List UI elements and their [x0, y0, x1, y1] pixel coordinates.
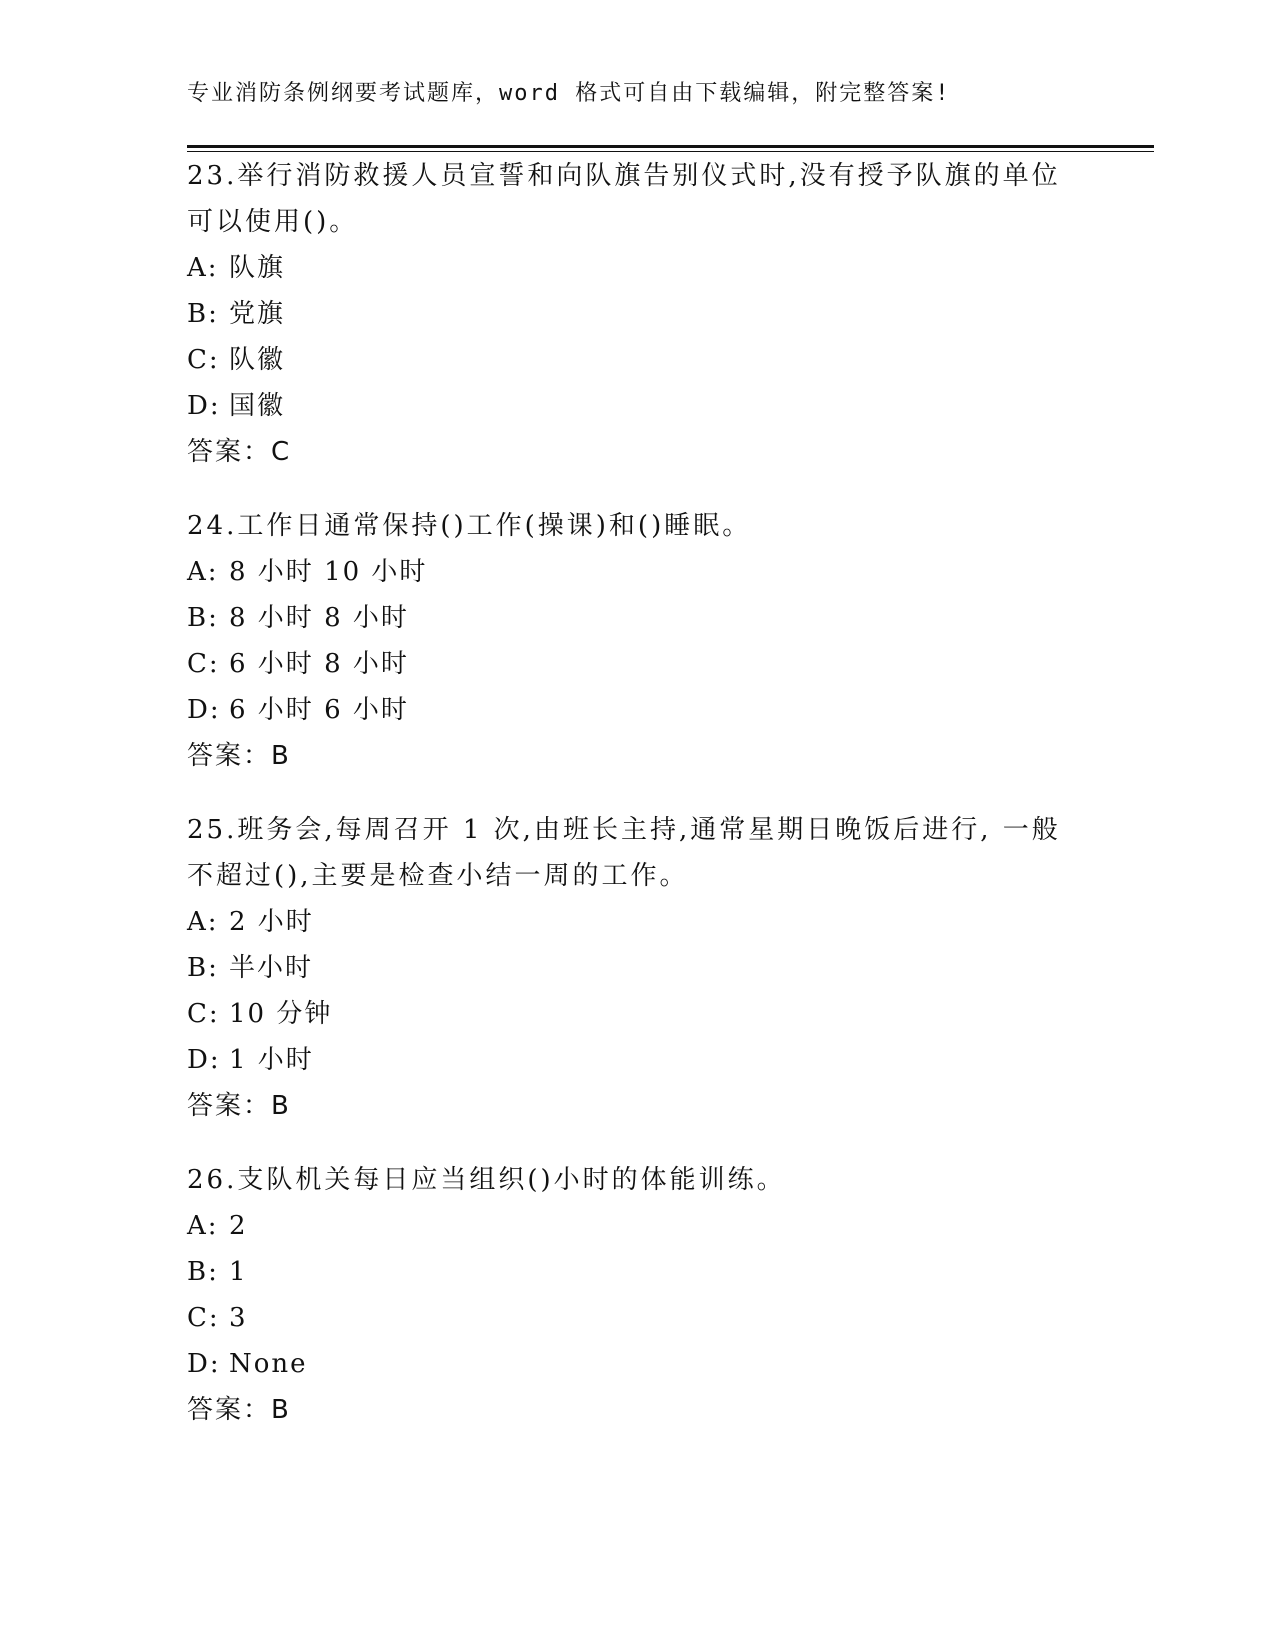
page-header: 专业消防条例纲要考试题库，word 格式可自由下载编辑，附完整答案!	[187, 81, 951, 106]
option-text: 8 小时 10 小时	[229, 557, 428, 587]
option-d	[187, 687, 1087, 733]
option-key: C:	[187, 999, 220, 1029]
option-key: A:	[187, 907, 219, 937]
option-d	[187, 1037, 1087, 1083]
option-c	[187, 991, 1087, 1037]
answer-line: 答案：C	[187, 437, 292, 467]
option-key: A:	[187, 1211, 219, 1241]
question-26	[187, 1157, 1087, 1433]
option-text: 10 分钟	[229, 999, 333, 1029]
option-b	[187, 945, 1087, 991]
option-a	[187, 245, 1087, 291]
option-key: C:	[187, 649, 220, 679]
option-c	[187, 1295, 1087, 1341]
option-text: 队旗	[229, 253, 286, 283]
option-text: 8 小时 8 小时	[229, 603, 409, 633]
option-key: C:	[187, 345, 220, 375]
question-24	[187, 503, 1087, 779]
option-key: B:	[187, 1257, 219, 1287]
option-text: 1 小时	[229, 1045, 314, 1075]
option-key: B:	[187, 603, 219, 633]
option-c	[187, 337, 1087, 383]
option-d	[187, 383, 1087, 429]
question-stem: 24.工作日通常保持()工作(操课)和()睡眠。	[187, 511, 752, 541]
option-key: A:	[187, 557, 219, 587]
option-a	[187, 549, 1087, 595]
option-b	[187, 1249, 1087, 1295]
option-key: B:	[187, 953, 219, 983]
option-text: 国徽	[229, 391, 286, 421]
question-23	[187, 153, 1087, 475]
option-c	[187, 641, 1087, 687]
option-text: 6 小时 6 小时	[229, 695, 409, 725]
option-text: 半小时	[229, 953, 314, 983]
question-stem: 25.班务会,每周召开 1 次,由班长主持,通常星期日晚饭后进行, 一般不超过(),主要是检查小结一周的工作。	[187, 815, 1061, 891]
option-d	[187, 1341, 1087, 1387]
option-key: C:	[187, 1303, 220, 1333]
header-rule-thin	[187, 151, 1154, 152]
option-key: D:	[187, 1349, 221, 1379]
option-text: 2	[229, 1211, 248, 1241]
option-b	[187, 291, 1087, 337]
question-stem: 23.举行消防救援人员宣誓和向队旗告别仪式时,没有授予队旗的单位可以使用()。	[187, 161, 1061, 237]
answer-line: 答案：B	[187, 1091, 291, 1121]
header-rule-thick	[187, 145, 1154, 148]
option-a	[187, 1203, 1087, 1249]
option-text: 2 小时	[229, 907, 314, 937]
option-b	[187, 595, 1087, 641]
option-key: B:	[187, 299, 219, 329]
option-key: D:	[187, 1045, 221, 1075]
option-text: 队徽	[229, 345, 286, 375]
answer-line: 答案：B	[187, 741, 291, 771]
option-key: A:	[187, 253, 219, 283]
option-a	[187, 899, 1087, 945]
question-25	[187, 807, 1087, 1129]
option-text: None	[229, 1349, 308, 1379]
option-text: 3	[229, 1303, 248, 1333]
option-text: 6 小时 8 小时	[229, 649, 409, 679]
answer-line: 答案：B	[187, 1395, 291, 1425]
question-stem: 26.支队机关每日应当组织()小时的体能训练。	[187, 1165, 786, 1195]
option-text: 党旗	[229, 299, 286, 329]
option-key: D:	[187, 391, 221, 421]
option-text: 1	[229, 1257, 248, 1287]
option-key: D:	[187, 695, 221, 725]
